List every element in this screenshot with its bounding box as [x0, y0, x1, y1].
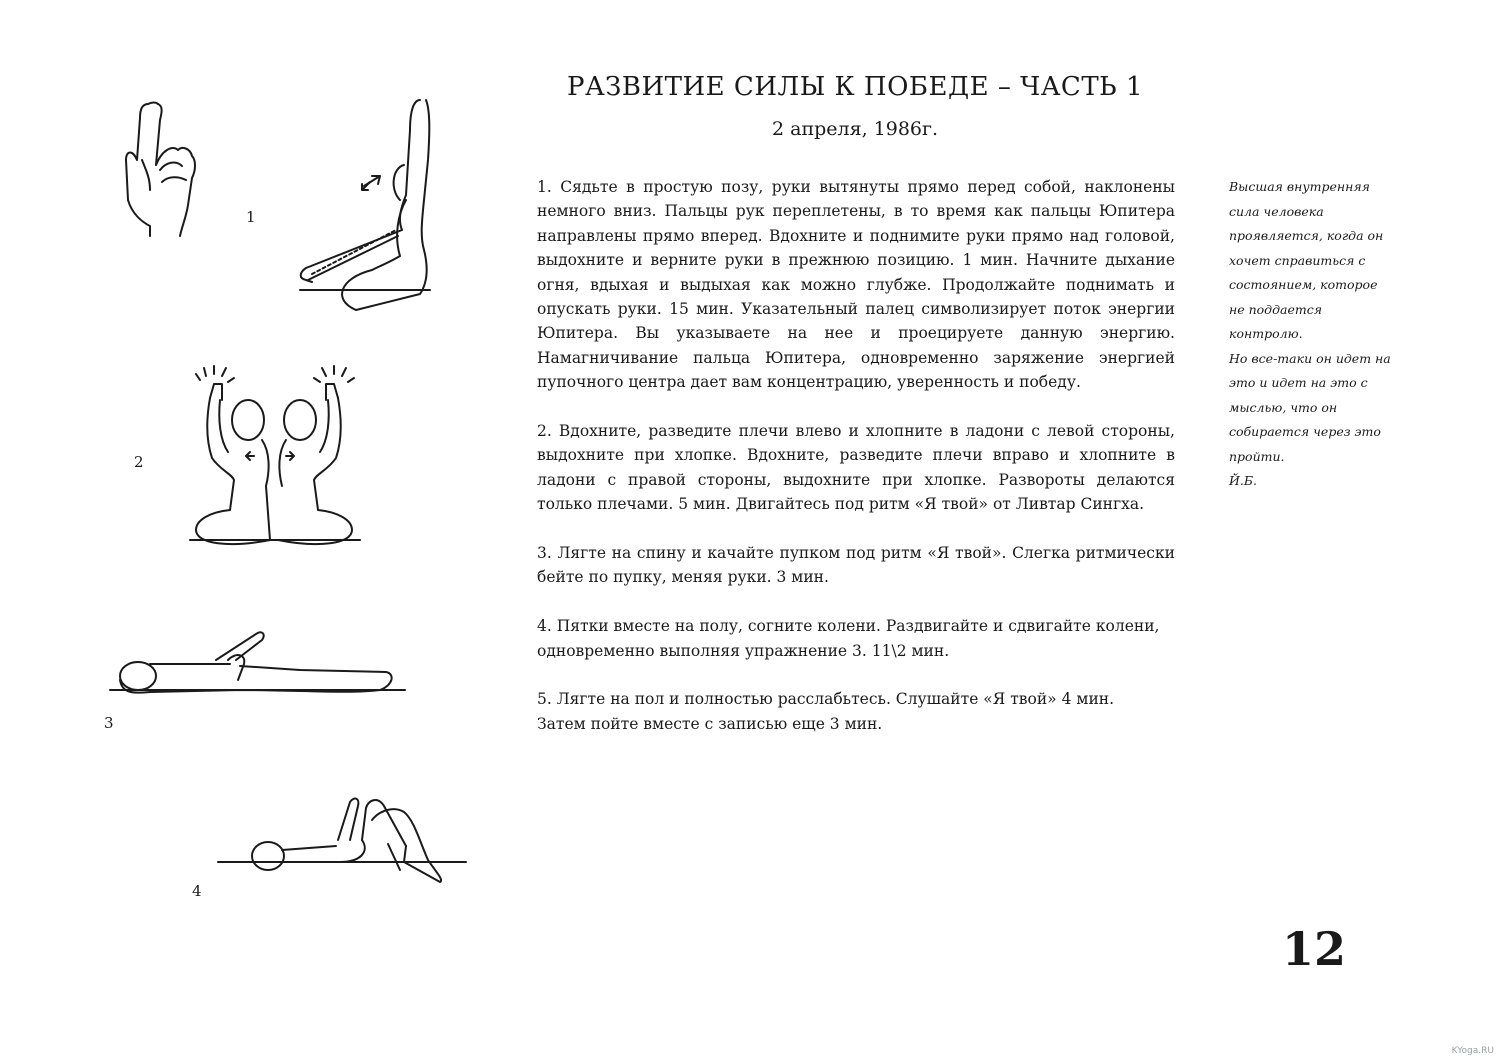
figure-label-1: 1: [246, 208, 256, 226]
quote-line: сила человека: [1229, 203, 1324, 219]
instruction-paragraph-3: 3. Лягте на спину и качайте пупком под ритм «Я твой». Слегка ритмически бейте по пупку, меняя руки. 3 мин.: [537, 544, 1175, 587]
lying-knees-bent-illustration: [218, 799, 466, 882]
instruction-paragraph-5: [537, 687, 1175, 736]
hand-mudra-illustration: [126, 103, 195, 237]
watermark: KYoga.RU: [1451, 1046, 1494, 1056]
page-title: РАЗВИТИЕ СИЛЫ К ПОБЕДЕ – ЧАСТЬ 1: [567, 72, 1143, 102]
quote-line: контролю.: [1229, 326, 1303, 341]
side-quote: [1229, 175, 1399, 494]
instruction-paragraph-2: 2. Вдохните, разведите плечи влево и хлопните в ладони с левой стороны, выдохните при хлопке. Вдохните, разведите плечи вправо и хлопните в ладони с правой стороны, выдохните при хлопке. Развороты делаются только плечами. 5 мин. Двигайтесь под ритм «Я твой» от Ливтар Сингха.: [537, 422, 1175, 514]
quote-line: пройти.: [1229, 448, 1285, 464]
instruction-paragraph-5-line-1: 5. Лягте на пол и полностью расслабьтесь. Слушайте «Я твой» 4 мин.: [537, 690, 1115, 709]
quote-line: мыслью, что он: [1229, 399, 1338, 415]
figure-label-4: 4: [192, 882, 202, 900]
quote-line: это и идет на это с: [1229, 375, 1368, 390]
figure-label-2: 2: [134, 453, 144, 471]
quote-line: хочет справиться с: [1229, 252, 1366, 268]
quote-line: не поддается: [1229, 301, 1323, 317]
quote-author: Й.Б.: [1229, 473, 1258, 488]
instruction-paragraph-5-line-2: Затем пойте вместе с записью еще 3 мин.: [537, 714, 883, 733]
quote-line: проявляется, когда он: [1229, 228, 1384, 243]
quote-line: собирается через это: [1229, 424, 1381, 439]
quote-line: Но все-таки он идет на: [1229, 350, 1391, 366]
shoulder-twist-illustration: [190, 366, 360, 544]
figure-label-3: 3: [104, 714, 114, 732]
lying-navel-pump-illustration: [110, 632, 405, 692]
instruction-paragraph-4: 4. Пятки вместе на полу, согните колени. Раздвигайте и сдвигайте колени, одновременно выполняя упражнение 3. 11\2 мин.: [537, 617, 1160, 660]
seated-arms-raised-illustration: [300, 100, 430, 310]
quote-line: Высшая внутренняя: [1229, 179, 1370, 194]
instruction-paragraph-1: 1. Сядьте в простую позу, руки вытянуты прямо перед собой, наклонены немного вниз. Пальцы рук переплетены, в то время как пальцы Юпитера направлены прямо вперед. Вдохните и поднимите руки прямо над головой, выдохните и верните руки в прежнюю позицию. 1 мин. Начните дыхание огня, вдыхая и выдыхая как можно глубже. Продолжайте поднимать и опускать руки. 15 мин. Указательный палец символизирует поток энергии Юпитера. Вы указываете на нее и проецируете данную энергию. Намагничивание пальца Юпитера, одновременно заряжение энергией пупочного центра дает вам концентрацию, уверенность и победу.: [537, 178, 1175, 392]
quote-line: состоянием, которое: [1229, 277, 1378, 292]
instructions-body: [537, 175, 1175, 761]
page-number: 12: [1282, 922, 1347, 976]
page-date: 2 апреля, 1986г.: [771, 118, 938, 140]
